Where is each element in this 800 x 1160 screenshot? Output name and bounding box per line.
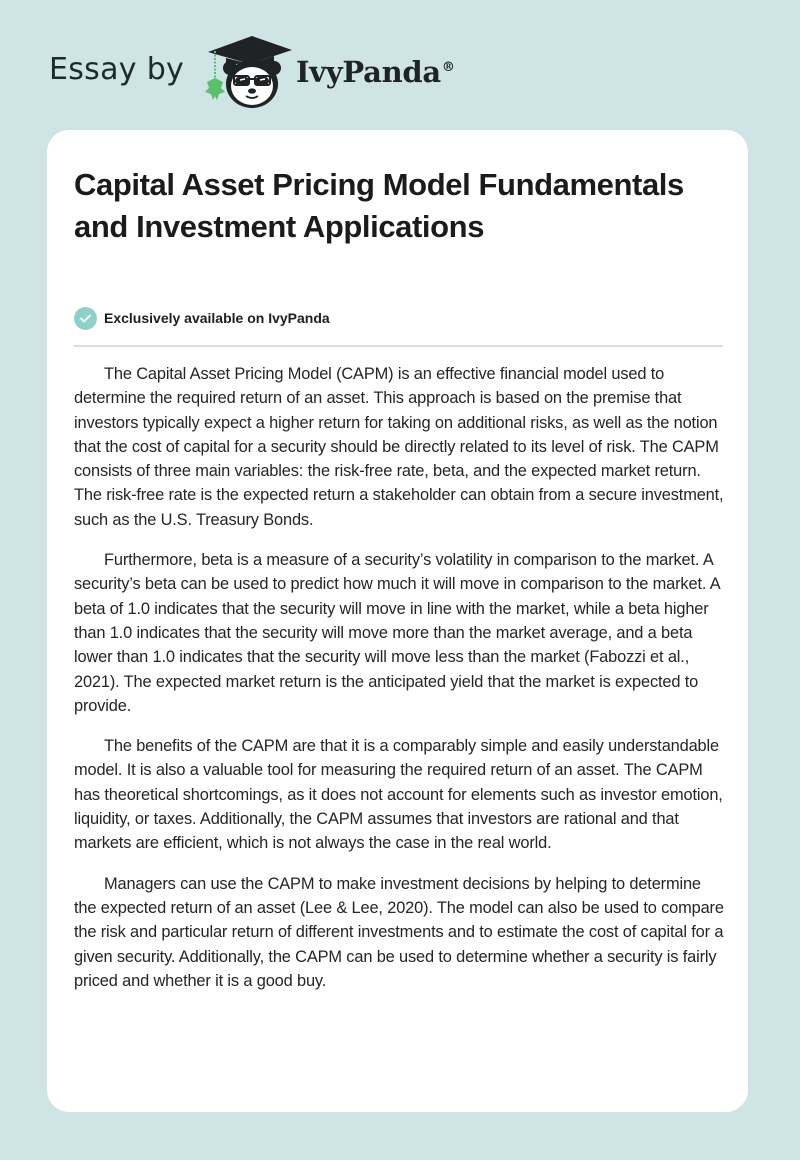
paragraph: Managers can use the CAPM to make investment decisions by helping to determine the expected return of an asset (Lee & Lee, 2020). The model can also be used to compare the risk and particular return of different investments and to estimate the cost of capital for a given security. Additionally, the CAPM can be used to determine whether a security is fairly priced and whether it is a good buy.	[74, 874, 724, 990]
paragraph: The benefits of the CAPM are that it is a comparably simple and easily understandable model. It is also a valuable tool for measuring the required return of an asset. The CAPM has theoretical shortcomings, as it does not account for elements such as investor emotion, liquidity, or taxes. Additionally, the CAPM assumes that investors are rational and that markets are efficient, which is not always the case in the real world.	[74, 737, 723, 853]
brand-name-text: IvyPanda	[296, 55, 441, 89]
panda-logo-icon[interactable]	[200, 34, 296, 110]
essay-by-label: Essay by	[49, 52, 185, 87]
paragraph: The Capital Asset Pricing Model (CAPM) is an effective financial model used to determine the required return of an asset. This approach is based on the premise that investors typically expect a higher return for taking on additional risks, as well as the notion that the cost of capital for a security should be directly related to its level of risk. The CAPM consists of three main variables: the risk-free rate, beta, and the expected market return. The risk-free rate is the expected return a stakeholder can obtain from a secure investment, such as the U.S. Treasury Bonds.	[74, 365, 724, 529]
site-header	[0, 0, 800, 120]
registered-mark: ®	[441, 60, 455, 75]
page-title: Capital Asset Pricing Model Fundamentals and Investment Applications	[74, 167, 684, 244]
brand-name[interactable]	[296, 52, 455, 92]
exclusive-label: Exclusively available on IvyPanda	[104, 310, 330, 326]
check-circle-icon	[74, 307, 97, 330]
divider	[74, 345, 723, 347]
essay-body	[74, 362, 726, 1009]
paragraph: Furthermore, beta is a measure of a security’s volatility in comparison to the market. A security’s beta can be used to predict how much it will move in comparison to the market. A beta of 1.0 indicates that the security will move in line with the market, while a beta higher than 1.0 indicates that the security will move more than the market average, and a beta lower than 1.0 indicates that the security will move less than the market (Fabozzi et al., 2021). The expected market return is the anticipated yield that the market is expected to provide.	[74, 551, 720, 715]
exclusive-badge	[74, 306, 330, 330]
essay-card	[47, 130, 748, 1112]
